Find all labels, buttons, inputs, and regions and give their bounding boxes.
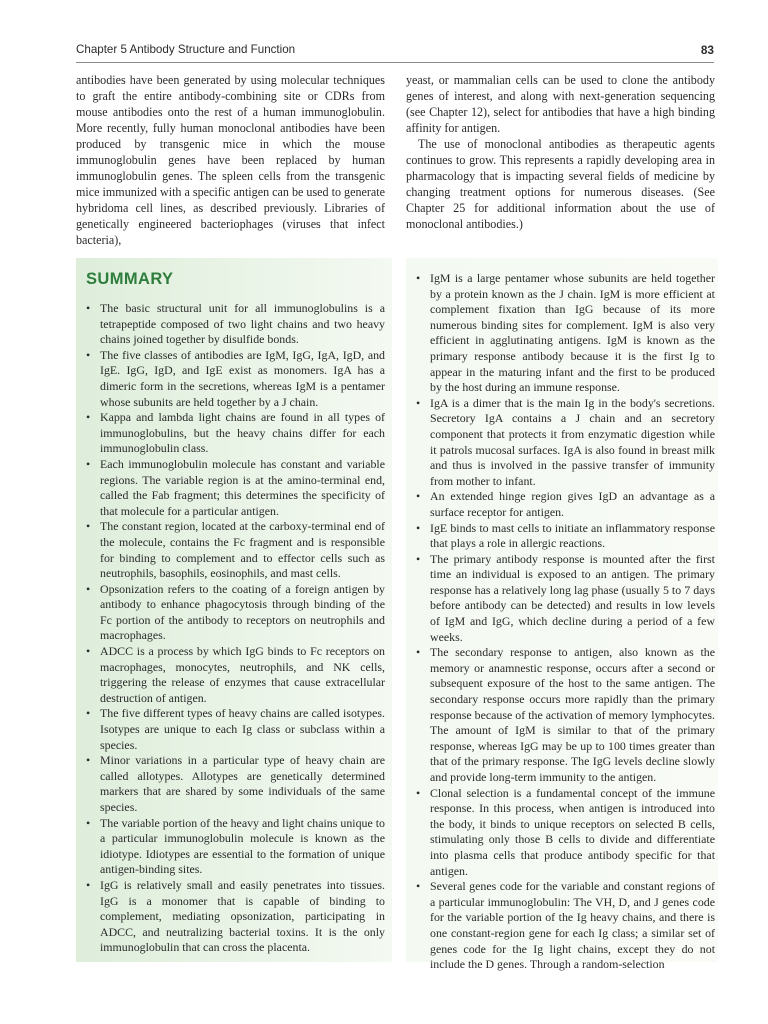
summary-title: SUMMARY <box>86 270 174 288</box>
summary-item: • The variable portion of the heavy and light chains unique to a particular immunoglobulin molecule is known as the idiotype. Idiotypes are essential to the formation of unique antigen-binding sites. <box>86 816 385 878</box>
summary-item: • IgE binds to mast cells to initiate an inflammatory response that plays a role in allergic reactions. <box>416 521 715 552</box>
summary-item: • The secondary response to antigen, also known as the memory or anamnestic response, occurs after a second or subsequent exposure of the host to the same antigen. The secondary response occurs more rapidly than the primary response because of the activation of memory lymphocytes. The amount of IgM is similar to that of the primary response, whereas IgG may be up to 100 times greater than that of the primary response. The IgG levels decline slowly and provide long-term immunity to the antigen. <box>416 645 715 785</box>
summary-item: • Opsonization refers to the coating of a foreign antigen by antibody to enhance phagocytosis through binding of the Fc portion of the antibody to receptors on neutrophils and macrophages. <box>86 582 385 644</box>
summary-list-right <box>416 271 715 973</box>
summary-item: • The primary antibody response is mounted after the first time an individual is exposed to an antigen. The primary response has a relatively long lag phase (usually 5 to 7 days before antibody can be detected) and results in low levels of IgM and IgG, which decline during a period of a few weeks. <box>416 552 715 646</box>
summary-right-column <box>416 271 715 973</box>
summary-item: • Each immunoglobulin molecule has constant and variable regions. The variable region is at the amino-terminal end, called the Fab fragment; this determines the specificity of that molecule for a particular antigen. <box>86 457 385 519</box>
intro-paragraph: The use of monoclonal antibodies as therapeutic agents continues to grow. This represents a rapidly developing area in pharmacology that is impacting several fields of medicine by changing treatment options for numerous diseases. (See Chapter 25 for additional information about the use of monoclonal antibodies.) <box>406 137 715 231</box>
summary-item: • Kappa and lambda light chains are found in all types of immunoglobulins, but the heavy chains differ for each immunoglobulin class. <box>86 410 385 457</box>
chapter-title: Chapter 5 Antibody Structure and Function <box>76 43 296 56</box>
header-rule <box>76 62 714 63</box>
summary-item: • IgA is a dimer that is the main Ig in the body's secretions. Secretory IgA contains a J chain and an secretory component that protects it from enzymatic digestion while it patrols mucosal surfaces. IgA is also found in breast milk and thus is involved in the passive transfer of immunity from mother to infant. <box>416 396 715 490</box>
summary-item: • The constant region, located at the carboxy-terminal end of the molecule, contains the Fc fragment and is responsible for binding to complement and to effector cells such as neutrophils, basophils, eosinophils, and mast cells. <box>86 519 385 581</box>
summary-item: • IgG is relatively small and easily penetrates into tissues. IgG is a monomer that is capable of binding to complement, mediating opsonization, participating in ADCC, and neutralizing bacterial toxins. It is the only immunoglobulin that can cross the placenta. <box>86 878 385 956</box>
intro-paragraph: yeast, or mammalian cells can be used to clone the antibody genes of interest, and along with next-generation sequencing (see Chapter 12), select for antibodies that have a high binding affinity for antigen. <box>406 73 715 135</box>
summary-item: • IgM is a large pentamer whose subunits are held together by a protein known as the J chain. IgM is more efficient at complement fixation than IgG because of its more numerous binding sites for complement. IgM is also very efficient in agglutinating antigens. IgM is known as the primary response antibody because it is the first Ig to appear in the maturing infant and the first to be produced by the host during an immune response. <box>416 271 715 396</box>
intro-right-column <box>406 72 715 232</box>
summary-item: • ADCC is a process by which IgG binds to Fc receptors on macrophages, monocytes, neutrophils, and NK cells, triggering the release of enzymes that cause extracellular destruction of antigen. <box>86 644 385 706</box>
running-head <box>76 43 714 59</box>
summary-item: • Clonal selection is a fundamental concept of the immune response. In this process, when antigen is introduced into the body, it binds to unique receptors on selected B cells, stimulating only those B cells to divide and differentiate into plasma cells that produce antibody specific for that antigen. <box>416 786 715 880</box>
summary-item: • An extended hinge region gives IgD an advantage as a surface receptor for antigen. <box>416 489 715 520</box>
page-number: 83 <box>700 43 714 57</box>
summary-item: • The basic structural unit for all immunoglobulins is a tetrapeptide composed of two light chains and two heavy chains joined together by disulfide bonds. <box>86 301 385 348</box>
summary-list-left <box>86 301 385 956</box>
summary-item: • Several genes code for the variable and constant regions of a particular immunoglobulin: The VH, D, and J genes code for the variable portion of the Ig heavy chains, and there is one constant-region gene for each Ig class; a similar set of genes code for the Ig light chains, except they do not include the D genes. Through a random-selection <box>416 879 715 973</box>
summary-left-column <box>86 301 385 956</box>
intro-paragraph: antibodies have been generated by using molecular techniques to graft the entire antibody-combining site or CDRs from mouse antibodies onto the rest of a human immunoglobulin. More recently, fully human monoclonal antibodies have been produced by transgenic mice in which the mouse immunoglobulin genes have been replaced by human immunoglobulin genes. The spleen cells from the transgenic mice immunized with a specific antigen can be used to generate hybridoma cell lines, as described previously. Libraries of genetically engineered bacteriophages (viruses that infect bacteria), <box>76 73 385 247</box>
intro-left-column <box>76 72 385 248</box>
summary-item: • Minor variations in a particular type of heavy chain are called allotypes. Allotypes are genetically determined markers that are shared by some individuals of the same species. <box>86 753 385 815</box>
summary-item: • The five different types of heavy chains are called isotypes. Isotypes are unique to each Ig class or subclass within a species. <box>86 706 385 753</box>
summary-item: • The five classes of antibodies are IgM, IgG, IgA, IgD, and IgE. IgG, IgD, and IgE exist as monomers. IgA has a dimeric form in the secretions, whereas IgM is a pentamer whose subunits are held together by a J chain. <box>86 348 385 410</box>
